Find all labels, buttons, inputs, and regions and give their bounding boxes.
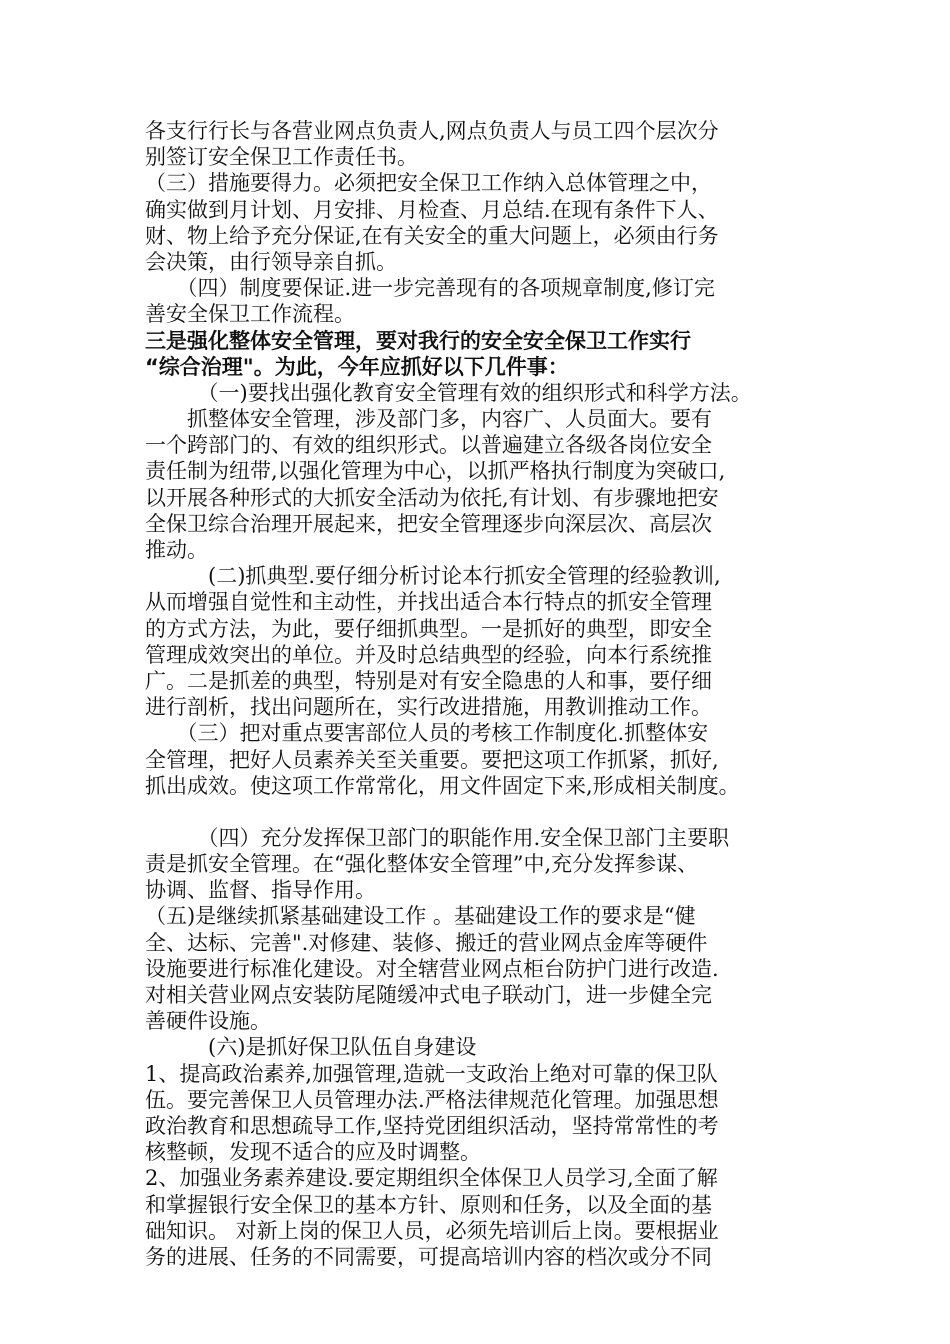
- text-line: (六)是抓好保卫队伍自身建设: [145, 1035, 477, 1060]
- document-body: [145, 118, 825, 1270]
- text-line: 确实做到月计划、月安排、月检查、月总结.在现有条件下人、: [145, 197, 719, 222]
- text-line: 抓整体安全管理，涉及部门多，内容广、人员面大。要有: [145, 407, 712, 432]
- text-line: 1、提高政治素养,加强管理,造就一支政治上绝对可靠的保卫队: [145, 1061, 718, 1086]
- text-line: 管理成效突出的单位。并及时总结典型的经验，向本行系统推: [145, 642, 712, 667]
- text-line: 进行剖析，找出问题所在，实行改进措施，用教训推动工作。: [145, 695, 712, 720]
- text-line: 一个跨部门的、有效的组织形式。以普遍建立各级各岗位安全: [145, 433, 712, 458]
- text-line: 核整顿，发现不适合的应及时调整。: [145, 1140, 481, 1165]
- text-line: 和掌握银行安全保卫的基本方针、原则和任务，以及全面的基: [145, 1192, 712, 1217]
- text-line: 政治教育和思想疏导工作,坚持党团组织活动，坚持常常性的考: [145, 1113, 719, 1138]
- text-line: （三）把对重点要害部位人员的考核工作制度化.抓整体安: [145, 721, 709, 746]
- text-line: 以开展各种形式的大抓安全活动为依托,有计划、有步骤地把安: [145, 485, 719, 510]
- text-line: 伍。要完善保卫人员管理办法.严格法律规范化管理。加强思想: [145, 1087, 719, 1112]
- text-line: 务的进展、任务的不同需要，可提高培训内容的档次或分不同: [145, 1244, 712, 1269]
- text-line: 全、达标、完善".对修建、装修、搬迁的营业网点金库等硬件: [145, 930, 708, 955]
- text-line: 财、物上给予充分保证,在有关安全的重大问题上，必须由行务: [145, 223, 719, 248]
- text-line: 推动。: [145, 538, 208, 562]
- text-line: 抓出成效。使这项工作常常化，用文件固定下来,形成相关制度。: [145, 773, 740, 798]
- text-line: 广。二是抓差的典型，特别是对有安全隐患的人和事，要仔细: [145, 668, 712, 693]
- text-line: 设施要进行标准化建设。对全辖营业网点柜台防护门进行改造.: [145, 956, 719, 981]
- text-line: 协调、监督、指导作用。: [145, 878, 376, 903]
- text-line: （一)要找出强化教育安全管理有效的组织形式和科学方法。: [145, 380, 752, 405]
- text-line: (二)抓典型.要仔细分析讨论本行抓安全管理的经验教训,: [145, 564, 721, 589]
- text-line: 别签订安全保卫工作责任书。: [145, 145, 418, 170]
- text-line: （四）制度要保证.进一步完善现有的各项规章制度,修订完: [145, 276, 715, 301]
- blank-line: [145, 799, 825, 825]
- text-line: 全保卫综合治理开展起来，把安全管理逐步向深层次、高层次: [145, 511, 712, 536]
- text-line: 从而增强自觉性和主动性，并找出适合本行特点的抓安全管理: [145, 590, 712, 615]
- text-line: （五)是继续抓紧基础建设工作 。基础建设工作的要求是“健: [145, 904, 696, 929]
- section-heading-line: “综合治理"。为此，今年应抓好以下几件事：: [145, 354, 569, 379]
- text-line: 责任制为纽带,以强化管理为中心，以抓严格执行制度为突破口,: [145, 459, 726, 484]
- text-line: 对相关营业网点安装防尾随缓冲式电子联动门，进一步健全完: [145, 983, 712, 1007]
- text-line: 善安全保卫工作流程。: [145, 302, 355, 327]
- text-line: 会决策，由行领导亲自抓。: [145, 249, 397, 274]
- text-line: （四）充分发挥保卫部门的职能作用.安全保卫部门主要职: [145, 825, 730, 850]
- section-heading-line: 三是强化整体安全管理，要对我行的安全安全保卫工作实行: [145, 328, 691, 353]
- text-line: 础知识。 对新上岗的保卫人员，必须先培训后上岗。要根据业: [145, 1218, 719, 1243]
- text-line: 责是抓安全管理。在“强化整体安全管理”中,充分发挥参谋、: [145, 852, 699, 877]
- text-line: 2、加强业务素养建设.要定期组织全体保卫人员学习,全面了解: [145, 1166, 718, 1191]
- text-line: 全管理，把好人员素养关至关重要。要把这项工作抓紧，抓好,: [145, 747, 719, 772]
- text-line: 的方式方法，为此，要仔细抓典型。一是抓好的典型，即安全: [145, 616, 712, 641]
- text-line: （三）措施要得力。必须把安全保卫工作纳入总体管理之中，: [145, 171, 712, 196]
- text-line: 善硬件设施。: [145, 1009, 271, 1034]
- text-line: 各支行行长与各营业网点负责人,网点负责人与员工四个层次分: [145, 119, 719, 143]
